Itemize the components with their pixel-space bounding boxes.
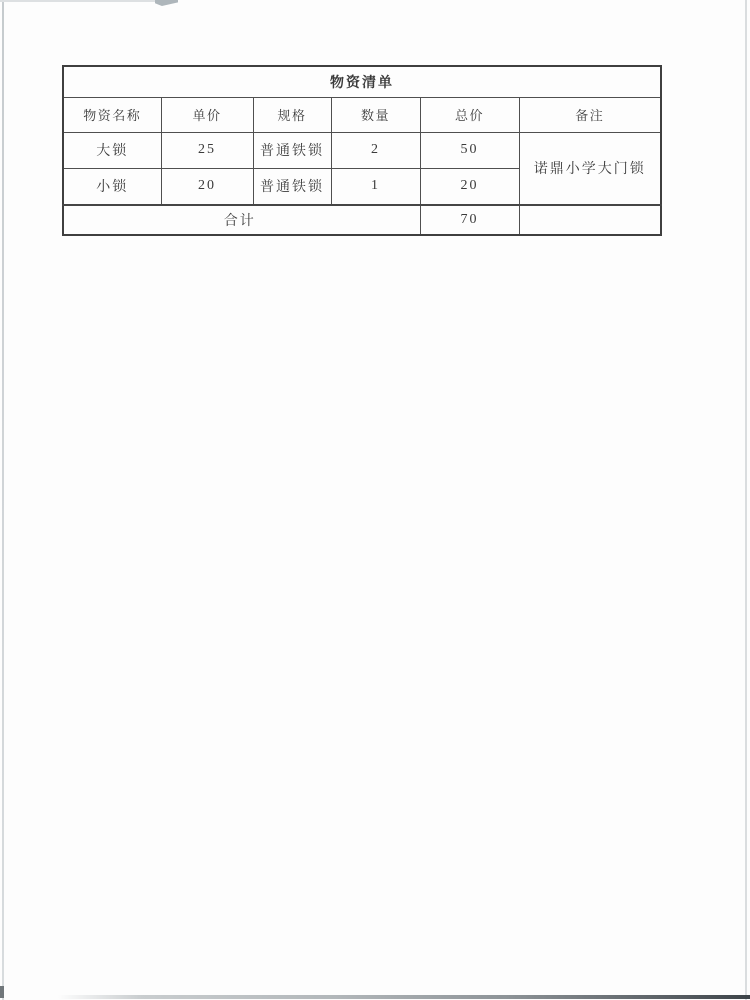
table-row	[63, 132, 661, 168]
header-row	[63, 97, 661, 132]
title-row	[63, 66, 661, 97]
header-quantity: 数量	[331, 97, 420, 132]
scan-smudge-top	[155, 0, 178, 6]
cell-material-name: 大锁	[63, 132, 161, 168]
cell-unit-price: 20	[161, 168, 253, 205]
scan-edge-top	[0, 0, 172, 2]
scan-edge-right	[745, 0, 747, 1000]
total-row	[63, 205, 661, 235]
header-total-price: 总价	[420, 97, 519, 132]
cell-material-name: 小锁	[63, 168, 161, 205]
header-spec: 规格	[253, 97, 331, 132]
cell-spec: 普通铁锁	[253, 168, 331, 205]
cell-remark-merged: 诺鼎小学大门锁	[519, 132, 661, 205]
document-title: 物资清单	[63, 66, 661, 97]
scan-smudge-bottom-left	[0, 986, 4, 998]
scan-edge-left	[2, 0, 4, 1000]
header-material-name: 物资名称	[63, 97, 161, 132]
cell-quantity: 1	[331, 168, 420, 205]
total-value: 70	[420, 205, 519, 235]
materials-table	[62, 65, 662, 236]
scan-edge-bottom	[58, 995, 750, 999]
cell-quantity: 2	[331, 132, 420, 168]
cell-total-price: 20	[420, 168, 519, 205]
header-unit-price: 单价	[161, 97, 253, 132]
cell-spec: 普通铁锁	[253, 132, 331, 168]
total-remark-empty	[519, 205, 661, 235]
total-label: 合计	[63, 205, 420, 235]
cell-unit-price: 25	[161, 132, 253, 168]
cell-total-price: 50	[420, 132, 519, 168]
header-remark: 备注	[519, 97, 661, 132]
